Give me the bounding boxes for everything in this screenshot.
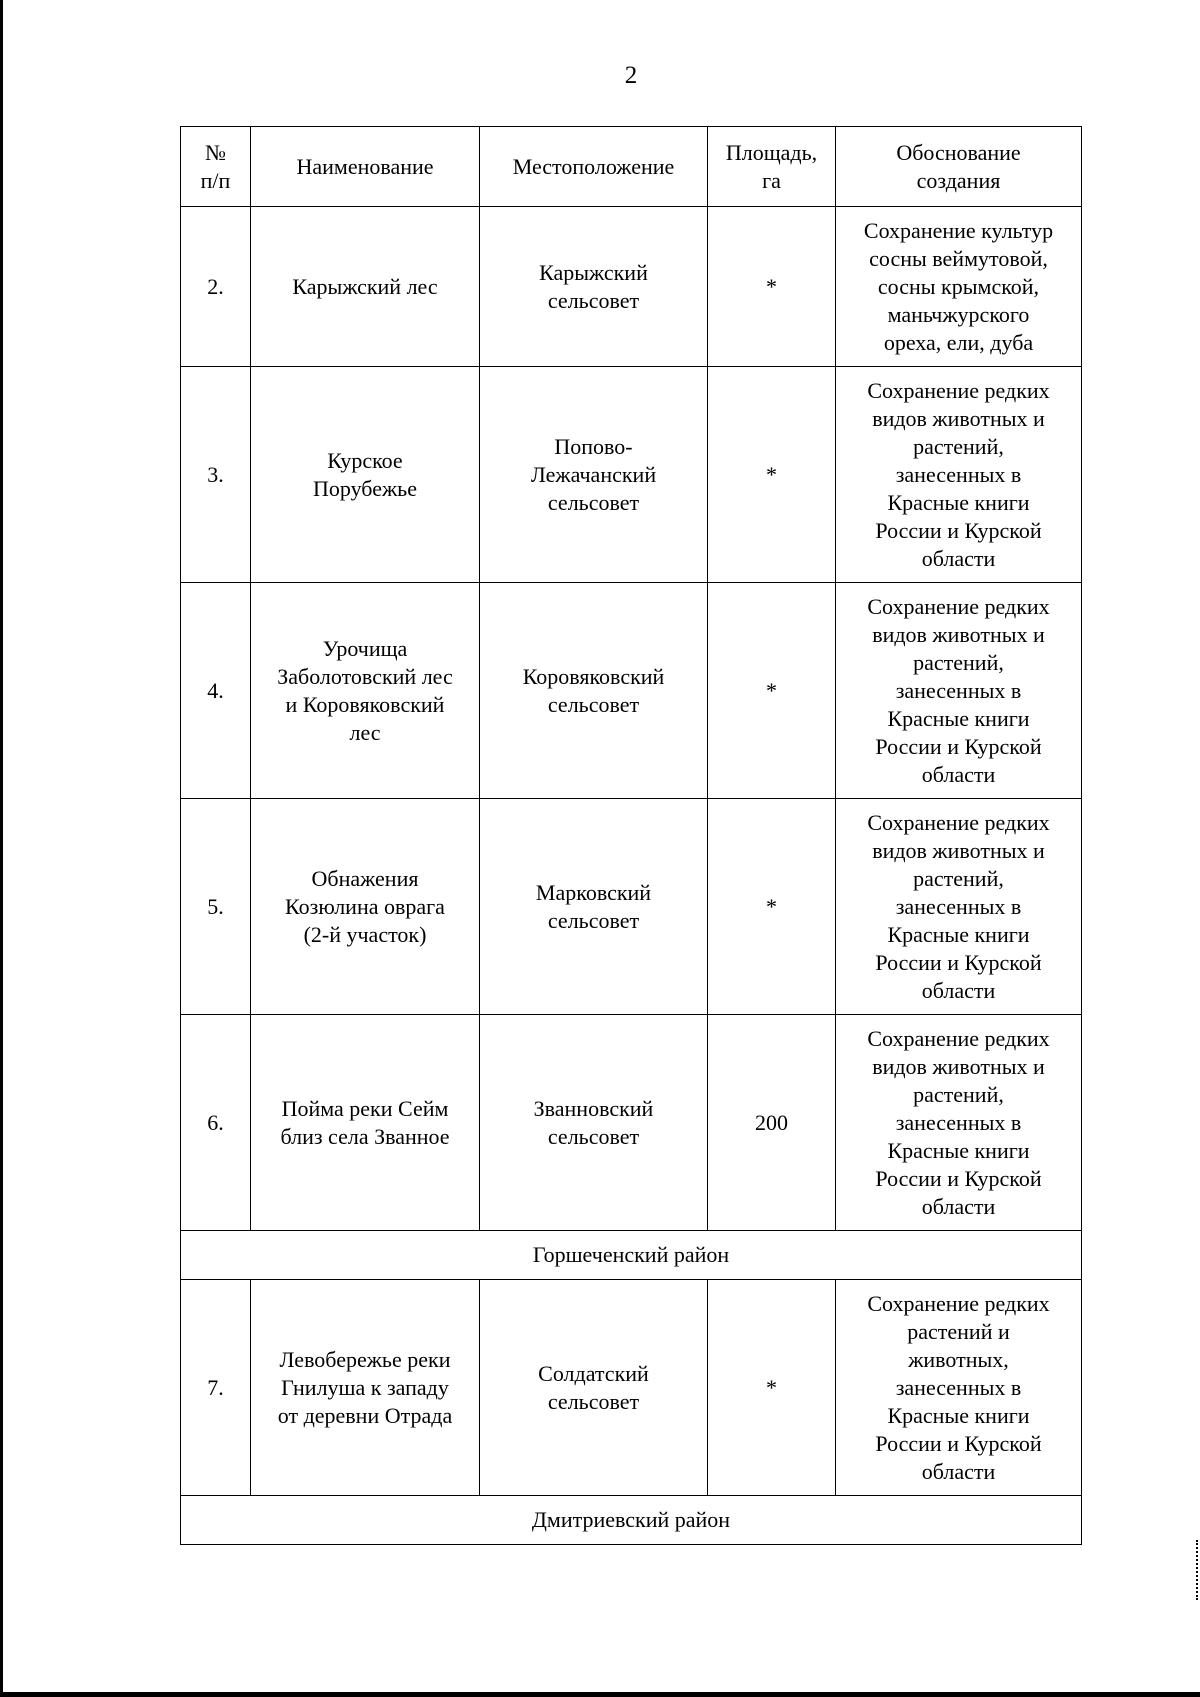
cell-basis: Сохранение редких видов животных и растений, занесенных в Красные книги России и Курской области [836, 799, 1082, 1015]
cell-name: Карыжский лес [251, 207, 480, 367]
cell-num: 5. [181, 799, 251, 1015]
cell-location: Марковский сельсовет [480, 799, 708, 1015]
cell-basis: Сохранение редких видов животных и растений, занесенных в Красные книги России и Курской области [836, 583, 1082, 799]
section-title: Дмитриевский район [181, 1496, 1082, 1545]
cell-area: * [708, 207, 836, 367]
cell-area: * [708, 799, 836, 1015]
cell-num: 6. [181, 1015, 251, 1231]
cell-name: Курское Порубежье [251, 367, 480, 583]
cell-num: 7. [181, 1280, 251, 1496]
section-row-gorshechensky [181, 1231, 1082, 1280]
table-row [181, 1015, 1082, 1231]
cell-basis: Сохранение редких растений и животных, занесенных в Красные книги России и Курской области [836, 1280, 1082, 1496]
cell-location: Солдатский сельсовет [480, 1280, 708, 1496]
scan-artifact-right [1196, 1540, 1200, 1600]
cell-num: 4. [181, 583, 251, 799]
cell-location: Попово- Лежачанский сельсовет [480, 367, 708, 583]
header-location: Местоположение [480, 127, 708, 207]
header-name: Наименование [251, 127, 480, 207]
cell-basis: Сохранение редких видов животных и растений, занесенных в Красные книги России и Курской области [836, 367, 1082, 583]
cell-location: Званновский сельсовет [480, 1015, 708, 1231]
header-basis: Обоснование создания [836, 127, 1082, 207]
header-num: № п/п [181, 127, 251, 207]
table-row [181, 1280, 1082, 1496]
scan-border-left [0, 0, 3, 1697]
cell-area: * [708, 367, 836, 583]
section-title: Горшеченский район [181, 1231, 1082, 1280]
cell-area: * [708, 1280, 836, 1496]
cell-area: * [708, 583, 836, 799]
cell-num: 3. [181, 367, 251, 583]
cell-basis: Сохранение культур сосны веймутовой, сосны крымской, маньчжурского ореха, ели, дуба [836, 207, 1082, 367]
cell-name: Пойма реки Сейм близ села Званное [251, 1015, 480, 1231]
cell-name: Левобережье реки Гнилуша к западу от деревни Отрада [251, 1280, 480, 1496]
table-row [181, 583, 1082, 799]
table-row [181, 367, 1082, 583]
cell-location: Коровяковский сельсовет [480, 583, 708, 799]
table-header-row [181, 127, 1082, 207]
table-row [181, 207, 1082, 367]
cell-basis: Сохранение редких видов животных и растений, занесенных в Красные книги России и Курской области [836, 1015, 1082, 1231]
table-row [181, 799, 1082, 1015]
cell-area: 200 [708, 1015, 836, 1231]
protected-areas-table [180, 126, 1082, 1545]
header-area: Площадь, га [708, 127, 836, 207]
cell-location: Карыжский сельсовет [480, 207, 708, 367]
cell-name: Урочища Заболотовский лес и Коровяковский лес [251, 583, 480, 799]
cell-name: Обнажения Козюлина оврага (2-й участок) [251, 799, 480, 1015]
scan-border-bottom [0, 1692, 1200, 1697]
section-row-dmitrievsky [181, 1496, 1082, 1545]
cell-num: 2. [181, 207, 251, 367]
page-number: 2 [624, 62, 638, 89]
